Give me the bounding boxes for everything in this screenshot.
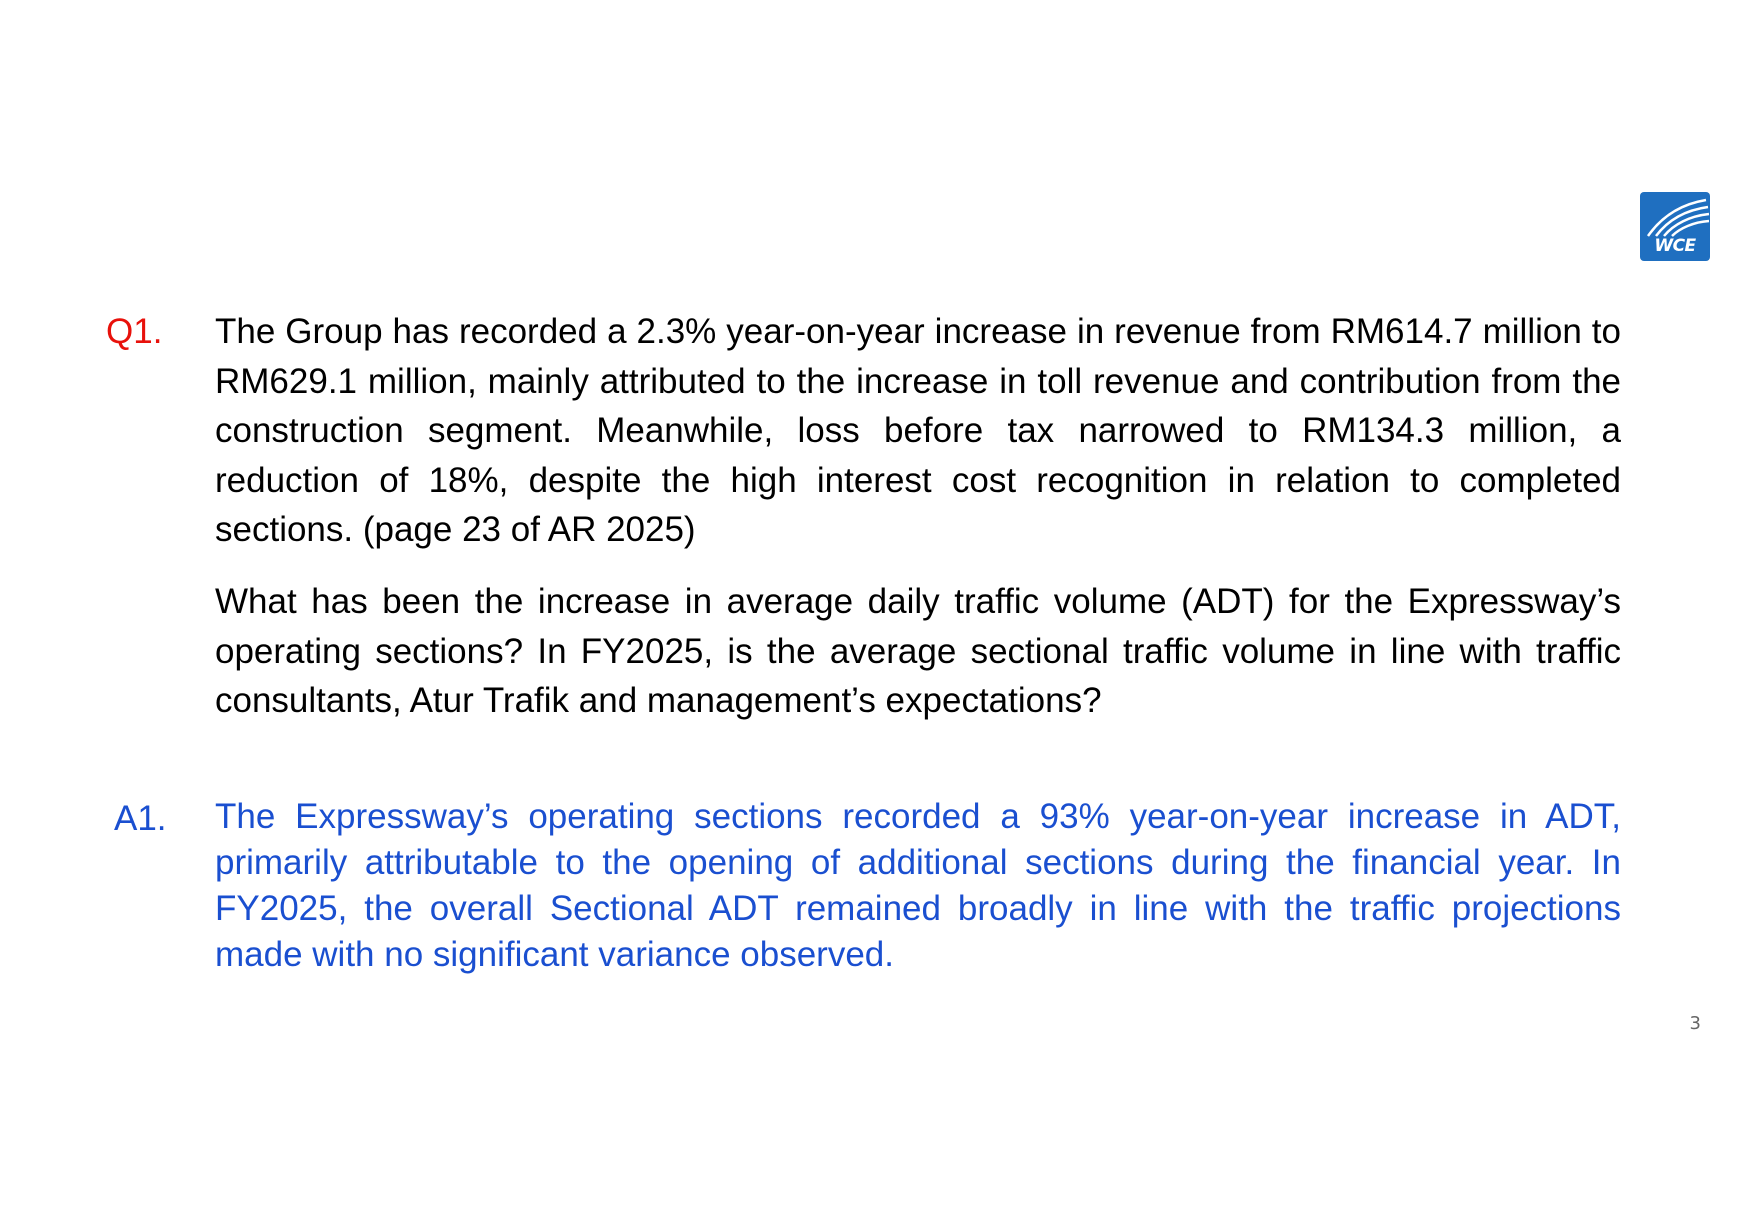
wce-logo — [1640, 192, 1710, 261]
question-label: Q1. — [106, 312, 163, 351]
answer-label: A1. — [114, 799, 167, 838]
question-paragraph-1: The Group has recorded a 2.3% year-on-year increase in revenue from RM614.7 million to RM629.1 million, mainly attributed to the increase in toll revenue and contribution from the construction segment. Meanwhile, loss before tax narrowed to RM134.3 million, a reduction of 18%, despite the high interest cost recognition in relation to completed sections. (page 23 of AR 2025) — [215, 312, 1621, 549]
page-number: 3 — [1689, 1013, 1701, 1034]
logo-text: WCE — [1654, 236, 1696, 256]
question-paragraph-2: What has been the increase in average daily traffic volume (ADT) for the Expressway’s operating sections? In FY2025, is the average sectional traffic volume in line with traffic consultants, Atur Trafik and management’s expectations? — [215, 582, 1621, 720]
answer-paragraph: The Expressway’s operating sections recorded a 93% year-on-year increase in ADT, primarily attributable to the opening of additional sections during the financial year. In FY2025, the overall Sectional ADT remained broadly in line with the traffic projections made with no significant variance observed. — [215, 797, 1621, 974]
